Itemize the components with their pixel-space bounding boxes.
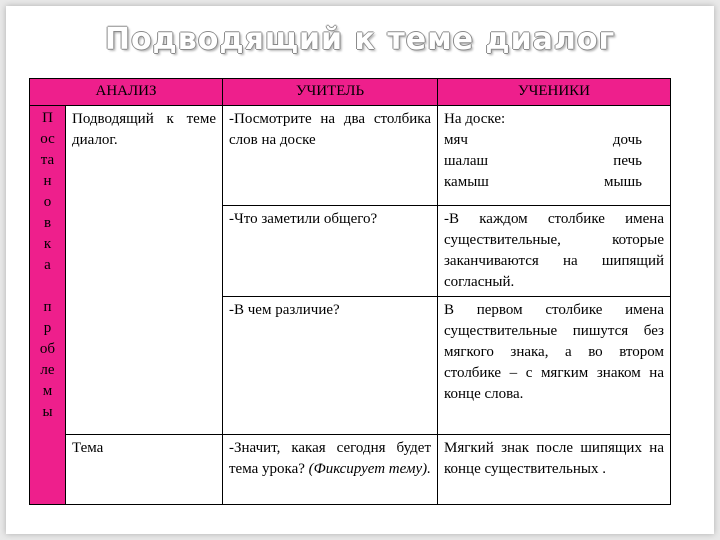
board-heading: На доске: [444,111,506,127]
header-students: УЧЕНИКИ [438,79,671,106]
teacher-note: (Фиксирует тему). [308,461,431,477]
header-teacher: УЧИТЕЛЬ [223,79,438,106]
header-analysis: АНАЛИЗ [30,79,223,106]
students-cell: Мягкий знак после шипящих на конце существительных . [438,435,671,505]
board-words-row [444,151,664,172]
analysis-cell: Подводящий к теме диалог. [66,106,223,435]
stage-label-line: п [43,299,52,315]
board-word: шалаш [444,153,489,169]
stage-label-line: а [44,257,51,273]
stage-label-line: м [42,383,53,399]
board-word: печь [613,153,642,169]
board-words-row [444,130,664,151]
stage-label-line: к [43,236,52,252]
table-header-row [30,79,671,106]
board-word: мяч [444,132,468,148]
board-word: камыш [444,174,489,190]
teacher-cell: -Что заметили общего? [223,206,438,297]
slide-title: Подводящий к теме диалог [104,22,616,57]
board-word: дочь [612,132,642,148]
table-row [30,435,671,505]
stage-label-line: ос [40,131,55,147]
students-cell [438,106,671,206]
stage-label [30,106,66,505]
stage-label-line: о [43,194,52,210]
board-word: мышь [604,174,642,190]
teacher-cell: -В чем различие? [223,297,438,435]
students-cell: В первом столбике имена существительные пишутся без мягкого знака, а во втором столбике – с мягким знаком на конце слова. [438,297,671,435]
table-row [30,106,671,206]
teacher-cell [223,435,438,505]
students-cell: -В каждом столбике имена существительные, которые заканчиваются на шипящий согласный. [438,206,671,297]
stage-label-line: ы [42,404,53,420]
analysis-cell: Тема [66,435,223,505]
stage-label-line [32,276,63,297]
teacher-question: -Значит, какая сегодня будет тема урока? [229,440,431,477]
lesson-table [29,78,671,505]
stage-label-line: н [43,173,52,189]
board-words-row [444,172,664,193]
stage-label-line: ле [40,362,55,378]
stage-label-line: р [43,320,52,336]
teacher-cell: -Посмотрите на два столбика слов на доске [223,106,438,206]
stage-label-line: П [42,110,53,126]
stage-label-line: та [40,152,55,168]
stage-label-line: об [39,341,56,357]
stage-label-line: в [43,215,52,231]
